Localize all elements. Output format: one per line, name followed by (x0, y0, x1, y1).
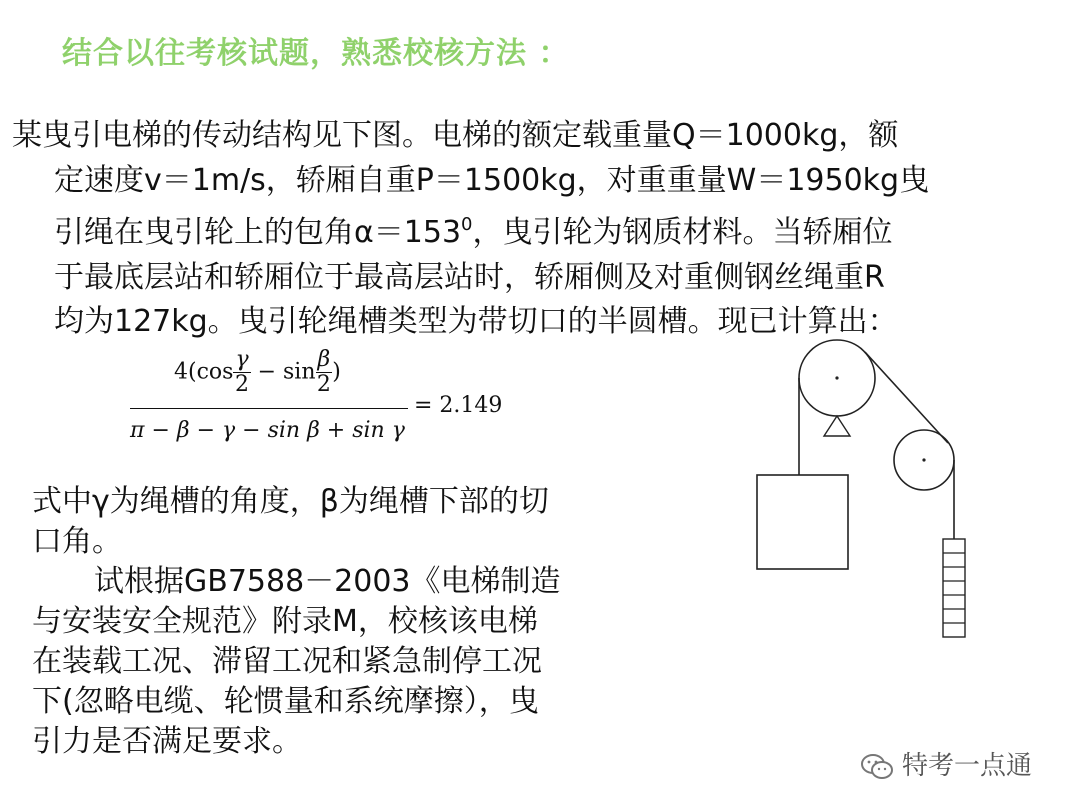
traction-sheave-hub (835, 376, 838, 379)
degree-superscript: 0 (461, 214, 473, 235)
beta-symbol: β (317, 347, 331, 372)
traction-diagram (740, 320, 980, 650)
wechat-icon (860, 752, 894, 782)
sheave-support (824, 416, 850, 436)
problem-line-5: 均为127kg。曳引轮绳槽类型为带切口的半圆槽。现已计算出： (54, 304, 898, 339)
watermark (860, 745, 1032, 782)
deflector-sheave-hub (922, 458, 925, 461)
explain-line-6: 下(忽略电缆、轮惯量和系统摩擦），曳 (32, 684, 539, 719)
watermark-text: 特考一点通 (902, 751, 1033, 781)
problem-line-4: 于最底层站和轿厢位于最高层站时，轿厢侧及对重侧钢丝绳重R (54, 259, 885, 295)
friction-formula (128, 344, 528, 454)
close-paren: ) (332, 359, 341, 385)
formula-numerator (174, 348, 341, 397)
problem-line-1: 某曳引电梯的传动结构见下图。电梯的额定载重量Q＝1000kg，额 (12, 118, 899, 153)
elevator-car (757, 475, 848, 569)
wrap-angle-text: 引绳在曳引轮上的包角α＝153 (54, 215, 462, 250)
beta-half-fraction (316, 348, 333, 397)
numerator-prefix: 4(cos (174, 359, 234, 385)
fraction-bar (130, 408, 408, 409)
explain-line-7: 引力是否满足要求。 (32, 724, 302, 759)
problem-line-2: 定速度v＝1m/s，轿厢自重P＝1500kg，对重重量W＝1950kg曳 (54, 162, 930, 198)
explain-line-4: 与安装安全规范》附录M，校核该电梯 (32, 604, 538, 639)
connecting-rope (865, 352, 948, 443)
counterweight-blocks (943, 553, 965, 623)
denominator-two: 2 (316, 372, 331, 397)
explanation-text (32, 482, 672, 762)
formula-denominator (130, 418, 405, 443)
problem-line-3 (12, 203, 1062, 256)
denominator-two: 2 (235, 372, 250, 397)
gamma-half-fraction (233, 348, 250, 397)
minus-sin: − sin (250, 359, 316, 385)
slide-heading: 结合以往考核试题，熟悉校核方法 ： (62, 36, 570, 71)
formula-result: = 2.149 (414, 393, 503, 418)
problem-line-3-rest: ，曳引轮为钢质材料。当轿厢位 (472, 215, 893, 250)
explain-line-2: 口角。 (32, 524, 122, 559)
gamma-symbol: γ (235, 347, 249, 372)
denominator-text: π − β − γ − sin β + sin γ (130, 418, 405, 443)
explain-line-5: 在装载工况、滞留工况和紧急制停工况 (32, 644, 542, 679)
counterweight (943, 539, 965, 637)
explain-line-3: 试根据GB7588－2003《电梯制造 (94, 564, 561, 599)
problem-statement (12, 114, 1062, 345)
explain-line-1: 式中γ为绳槽的角度，β为绳槽下部的切 (32, 484, 549, 519)
